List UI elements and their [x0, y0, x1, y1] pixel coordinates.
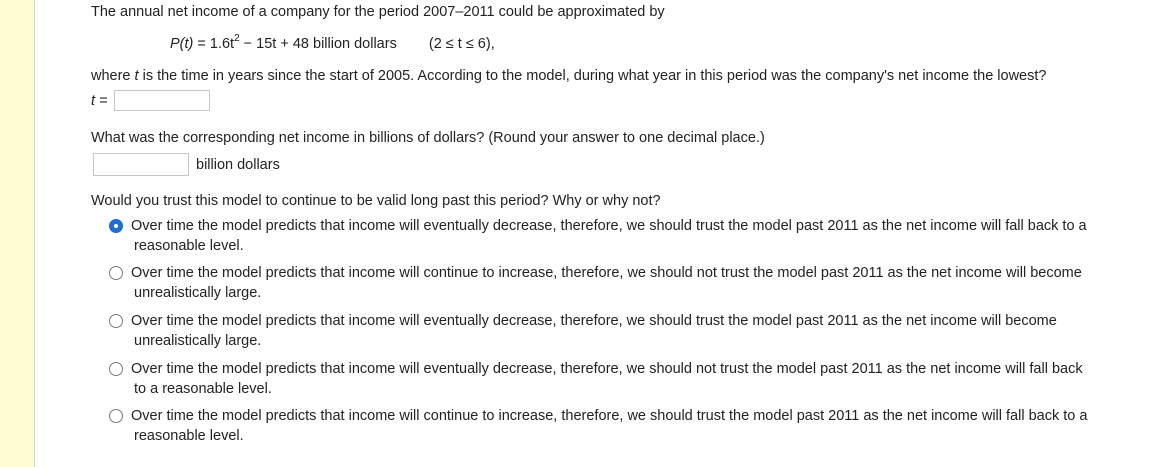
formula-exponent: 2	[234, 33, 240, 45]
radio-selected-icon[interactable]	[109, 219, 123, 233]
trust-question: Would you trust this model to continue to be valid long past this period? Why or why not?	[91, 193, 661, 209]
option-5[interactable]	[109, 406, 1129, 446]
where-var: t	[134, 68, 139, 84]
formula-equals: =	[197, 36, 206, 52]
t-input[interactable]	[114, 90, 210, 111]
t-label: t =	[91, 92, 108, 109]
radio-icon[interactable]	[109, 409, 123, 423]
formula-lhs: P(t)	[170, 36, 194, 52]
left-margin-strip	[0, 0, 35, 467]
option-3-line1: Over time the model predicts that income will eventually decrease, therefore, we should trust the model past 2011 as the net income will become	[131, 313, 1057, 329]
income-input[interactable]	[93, 153, 189, 176]
formula-coef: 1.6t	[209, 36, 235, 52]
option-3-line2: unrealistically large.	[134, 333, 262, 349]
option-3[interactable]	[109, 311, 1129, 351]
income-question: What was the corresponding net income in billions of dollars? (Round your answer to one decimal place.)	[91, 130, 765, 146]
income-formula	[170, 34, 495, 54]
option-1[interactable]	[109, 216, 1129, 256]
income-answer-row	[93, 153, 280, 176]
option-2-line2: unrealistically large.	[134, 285, 262, 301]
option-2-text	[131, 263, 1126, 303]
where-prefix: where	[91, 68, 135, 84]
option-3-text	[131, 311, 1126, 351]
t-answer-row	[91, 90, 210, 111]
option-4[interactable]	[109, 359, 1129, 399]
radio-icon[interactable]	[109, 314, 123, 328]
option-5-line2: reasonable level.	[134, 428, 244, 444]
radio-icon[interactable]	[109, 362, 123, 376]
option-4-text	[131, 359, 1126, 399]
option-1-line1: Over time the model predicts that income will eventually decrease, therefore, we should trust the model past 2011 as the net income will fall back to a	[131, 218, 1087, 234]
option-2[interactable]	[109, 263, 1129, 303]
income-unit-label: billion dollars	[196, 156, 280, 173]
formula-rest: − 15t + 48 billion dollars	[243, 36, 397, 52]
option-2-line1: Over time the model predicts that income will continue to increase, therefore, we should not trust the model past 2011 as the net income will become	[131, 265, 1082, 281]
option-1-text	[131, 216, 1126, 256]
where-text	[91, 66, 1046, 86]
option-1-line2: reasonable level.	[134, 238, 244, 254]
option-4-line2: to a reasonable level.	[134, 381, 272, 397]
option-4-line1: Over time the model predicts that income will eventually decrease, therefore, we should not trust the model past 2011 as the net income will fall back	[131, 361, 1083, 377]
option-5-text	[131, 406, 1126, 446]
formula-domain: (2 ≤ t ≤ 6),	[428, 36, 495, 52]
question-intro: The annual net income of a company for the period 2007–2011 could be approximated by	[91, 4, 665, 20]
radio-icon[interactable]	[109, 266, 123, 280]
where-suffix: is the time in years since the start of 2005. According to the model, during what year in this period was the company's net income the lowest?	[138, 68, 1047, 84]
option-5-line1: Over time the model predicts that income will continue to increase, therefore, we should trust the model past 2011 as the net income will fall back to a	[131, 408, 1088, 424]
